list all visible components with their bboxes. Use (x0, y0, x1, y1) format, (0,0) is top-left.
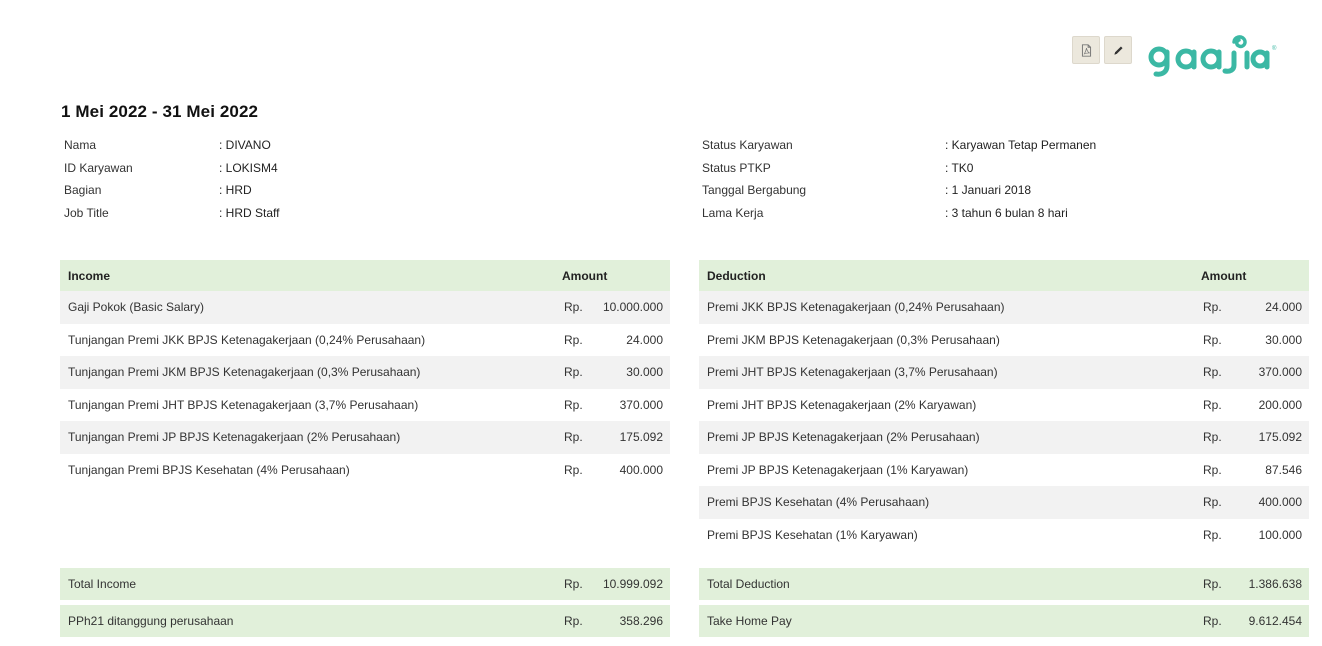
row-currency: Rp. (1203, 332, 1222, 347)
info-label: ID Karyawan (64, 160, 133, 175)
table-row (699, 389, 1309, 422)
income-table-header (60, 260, 670, 291)
row-name: Premi JHT BPJS Ketenagakerjaan (3,7% Perusahaan) (707, 365, 998, 380)
table-row (699, 421, 1309, 454)
row-amount: 175.092 (619, 430, 663, 445)
info-label: Lama Kerja (702, 205, 764, 220)
info-label: Nama (64, 138, 97, 153)
deduction-table (699, 260, 1309, 551)
row-currency: Rp. (564, 577, 583, 591)
income-totals (60, 568, 670, 637)
info-label: Status PTKP (702, 160, 771, 175)
table-row (699, 356, 1309, 389)
row-name: Tunjangan Premi JP BPJS Ketenagakerjaan (2% Perusahaan) (68, 430, 401, 445)
pay-period-title: 1 Mei 2022 - 31 Mei 2022 (61, 102, 259, 121)
info-row-lama-kerja (702, 202, 1096, 225)
info-row-nama (64, 134, 279, 157)
row-name: Gaji Pokok (Basic Salary) (68, 300, 205, 315)
info-row-job-title (64, 202, 279, 225)
info-row-tanggal-bergabung (702, 179, 1096, 202)
table-row (60, 421, 670, 454)
row-currency: Rp. (564, 397, 583, 412)
table-row (60, 356, 670, 389)
row-amount: 1.386.638 (1248, 577, 1302, 591)
total-income-row (60, 568, 670, 600)
row-name: Take Home Pay (707, 614, 792, 628)
edit-button[interactable] (1104, 36, 1132, 64)
row-name: Total Income (68, 577, 137, 591)
info-row-status-karyawan (702, 134, 1096, 157)
employee-info-right (702, 134, 1096, 224)
row-currency: Rp. (1203, 495, 1222, 510)
info-row-id-karyawan (64, 157, 279, 180)
deduction-table-header (699, 260, 1309, 291)
info-value: : DIVANO (219, 138, 271, 153)
table-row (699, 519, 1309, 552)
info-label: Bagian (64, 183, 102, 198)
row-currency: Rp. (1203, 300, 1222, 315)
info-row-bagian (64, 179, 279, 202)
row-amount: 100.000 (1258, 527, 1302, 542)
row-currency: Rp. (564, 300, 583, 315)
row-currency: Rp. (1203, 430, 1222, 445)
download-pdf-button[interactable] (1072, 36, 1100, 64)
row-currency: Rp. (564, 614, 583, 628)
row-currency: Rp. (1203, 397, 1222, 412)
row-amount: 10.000.000 (602, 300, 663, 315)
table-row (60, 454, 670, 487)
table-row (60, 291, 670, 324)
info-value: : HRD Staff (219, 205, 280, 220)
row-currency: Rp. (564, 462, 583, 477)
row-amount: 10.999.092 (602, 577, 663, 591)
info-label: Tanggal Bergabung (702, 183, 807, 198)
table-row (699, 486, 1309, 519)
row-name: Tunjangan Premi JKK BPJS Ketenagakerjaan (0,24% Perusahaan) (68, 332, 426, 347)
info-value: : LOKISM4 (219, 160, 278, 175)
row-name: Premi JKK BPJS Ketenagakerjaan (0,24% Perusahaan) (707, 300, 1005, 315)
row-currency: Rp. (564, 430, 583, 445)
table-row (60, 324, 670, 357)
row-amount: 24.000 (626, 332, 663, 347)
svg-text:®: ® (1272, 46, 1277, 52)
pph21-row (60, 605, 670, 637)
table-row (699, 454, 1309, 487)
row-name: Premi BPJS Kesehatan (1% Karyawan) (707, 527, 918, 542)
deduction-totals (699, 568, 1309, 637)
row-currency: Rp. (1203, 577, 1222, 591)
info-value: : Karyawan Tetap Permanen (945, 138, 1097, 153)
info-label: Status Karyawan (702, 138, 793, 153)
table-row (699, 291, 1309, 324)
row-name: Premi JKM BPJS Ketenagakerjaan (0,3% Perusahaan) (707, 332, 1000, 347)
employee-info-left (64, 134, 279, 224)
amount-header-label: Amount (562, 268, 608, 283)
row-currency: Rp. (1203, 365, 1222, 380)
total-deduction-row (699, 568, 1309, 600)
row-amount: 400.000 (619, 462, 663, 477)
amount-header-label: Amount (1201, 268, 1247, 283)
row-name: PPh21 ditanggung perusahaan (68, 614, 234, 628)
row-currency: Rp. (1203, 462, 1222, 477)
info-label: Job Title (64, 205, 109, 220)
table-row (60, 389, 670, 422)
row-name: Tunjangan Premi JKM BPJS Ketenagakerjaan (0,3% Perusahaan) (68, 365, 421, 380)
info-row-status-ptkp (702, 157, 1096, 180)
row-amount: 87.546 (1265, 462, 1302, 477)
row-name: Premi JHT BPJS Ketenagakerjaan (2% Karyawan) (707, 397, 977, 412)
take-home-pay-row (699, 605, 1309, 637)
row-amount: 175.092 (1258, 430, 1302, 445)
row-amount: 370.000 (1258, 365, 1302, 380)
row-name: Premi JP BPJS Ketenagakerjaan (2% Perusahaan) (707, 430, 980, 445)
info-value: : 1 Januari 2018 (945, 183, 1032, 198)
row-currency: Rp. (564, 365, 583, 380)
row-currency: Rp. (564, 332, 583, 347)
row-currency: Rp. (1203, 614, 1222, 628)
info-value: : HRD (219, 183, 252, 198)
table-row (699, 324, 1309, 357)
header-toolbar (1072, 22, 1278, 78)
pencil-icon (1112, 44, 1125, 57)
row-amount: 370.000 (619, 397, 663, 412)
deduction-header-label: Deduction (707, 268, 766, 283)
row-amount: 9.612.454 (1248, 614, 1302, 628)
row-name: Premi JP BPJS Ketenagakerjaan (1% Karyawan) (707, 462, 969, 477)
row-name: Tunjangan Premi BPJS Kesehatan (4% Perusahaan) (68, 462, 350, 477)
row-amount: 24.000 (1265, 300, 1302, 315)
row-amount: 30.000 (1265, 332, 1302, 347)
income-table (60, 260, 670, 486)
info-value: : TK0 (945, 160, 974, 175)
income-header-label: Income (68, 268, 111, 283)
row-amount: 400.000 (1258, 495, 1302, 510)
info-value: : 3 tahun 6 bulan 8 hari (945, 205, 1068, 220)
row-amount: 200.000 (1258, 397, 1302, 412)
row-amount: 30.000 (626, 365, 663, 380)
row-name: Premi BPJS Kesehatan (4% Perusahaan) (707, 495, 930, 510)
pdf-file-icon (1080, 44, 1093, 57)
row-currency: Rp. (1203, 527, 1222, 542)
gadjian-logo (1148, 22, 1278, 78)
row-amount: 358.296 (619, 614, 663, 628)
row-name: Tunjangan Premi JHT BPJS Ketenagakerjaan (3,7% Perusahaan) (68, 397, 419, 412)
row-name: Total Deduction (707, 577, 790, 591)
